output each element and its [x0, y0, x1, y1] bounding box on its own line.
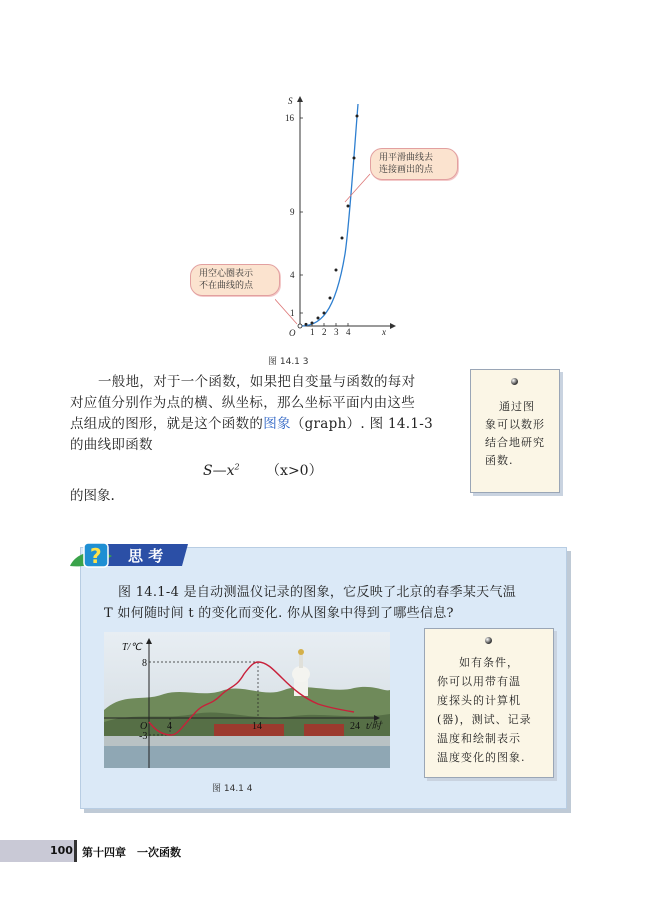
callout-line: 用平滑曲线去: [379, 153, 434, 163]
x-tick-label: 14: [252, 721, 262, 732]
y-tick-label: 16: [285, 113, 294, 123]
note-line: 结合地研究: [485, 436, 545, 449]
point: [305, 323, 308, 326]
page-number: 100: [50, 844, 73, 857]
point: [317, 317, 320, 320]
figure-caption: 图 14.1 4: [212, 784, 253, 794]
point: [353, 157, 356, 160]
parabola-curve: [300, 104, 358, 326]
plotted-points: [305, 115, 359, 326]
x-tick-label: 2: [322, 327, 327, 337]
temperature-axis-label: T/℃: [122, 642, 142, 653]
paragraph-text: 点组成的图形，就是这个函数的: [70, 416, 264, 432]
origin-label: O: [140, 721, 148, 732]
hollow-origin-point: [298, 324, 302, 328]
chapter-title: 第十四章 一次函数: [82, 846, 181, 859]
side-note: [470, 369, 560, 493]
question-line: T 如何随时间 t 的变化而变化. 你从图象中得到了哪些信息?: [104, 606, 454, 621]
formula: [203, 460, 323, 480]
time-axis-label: t/时: [366, 721, 382, 732]
point: [323, 312, 326, 315]
note-line: (器)，测试、记录: [437, 713, 532, 726]
temperature-graph-photo: [104, 632, 390, 768]
paragraph-line: 一般地，对于一个函数，如果把自变量与函数的每对: [98, 374, 416, 390]
note-line: 象可以数形: [485, 418, 545, 431]
pin-icon: [511, 378, 518, 385]
callout-line: 连接画出的点: [379, 165, 434, 175]
note-line: 如有条件，: [459, 656, 519, 669]
point: [329, 297, 332, 300]
y-tick-label: 4: [290, 270, 295, 280]
y-tick-label: -3: [139, 731, 148, 742]
x-tick-label: 4: [167, 721, 172, 732]
note-line: 通过图: [499, 400, 535, 413]
s-axis-arrow: [297, 96, 303, 102]
point: [356, 115, 359, 118]
glossary-term[interactable]: 图象: [263, 416, 291, 432]
think-question: [104, 582, 559, 624]
point: [341, 237, 344, 240]
x-axis-label: x: [382, 327, 386, 337]
point: [335, 269, 338, 272]
note-line: 你可以用带有温: [437, 675, 521, 688]
y-tick-label: 9: [290, 207, 295, 217]
think-title: 思 考: [128, 547, 164, 565]
formula-lhs: S—x: [203, 463, 235, 479]
x-tick-label: 3: [334, 327, 339, 337]
paragraph-line: 的曲线即函数: [70, 437, 153, 453]
note-line: 度探头的计算机: [437, 694, 521, 707]
note-line: 温度和绘制表示: [437, 732, 521, 745]
point: [347, 205, 350, 208]
lake-water: [104, 746, 390, 768]
paragraph-line: [70, 414, 460, 435]
footer-divider: [74, 840, 77, 862]
s-axis-label: S: [288, 96, 293, 106]
function-graph-figure: [275, 88, 405, 338]
formula-exponent: 2: [234, 462, 240, 472]
x-tick-label: 24: [350, 721, 360, 732]
x-tick-label: 4: [346, 327, 351, 337]
red-building: [304, 724, 344, 736]
paragraph-tail: 的图象.: [70, 488, 115, 504]
pin-icon: [485, 637, 492, 644]
callout-line: 用空心圈表示: [199, 269, 254, 279]
figure-caption: 图 14.1 3: [268, 357, 309, 367]
side-note: [424, 628, 554, 778]
paragraph-text: （graph）. 图 14.1-3: [290, 416, 433, 432]
question-line: 图 14.1-4 是自动测温仪记录的图象，它反映了北京的春季某天气温: [118, 585, 517, 600]
main-paragraph: [70, 372, 460, 456]
callout-pointer: [275, 288, 297, 324]
y-tick-label: 8: [142, 658, 147, 669]
x-axis-arrow: [390, 323, 396, 329]
x-tick-label: 1: [310, 327, 315, 337]
think-banner: [66, 540, 192, 570]
paragraph-line: 对应值分别作为点的横、纵坐标，那么坐标平面内由这些: [70, 395, 415, 411]
hollow-circle-callout: [190, 264, 280, 296]
callout-line: 不在曲线的点: [199, 281, 254, 291]
side-note-text: [485, 398, 551, 470]
origin-label: O: [289, 328, 296, 338]
smooth-curve-callout: [370, 148, 458, 180]
svg-text:?: ?: [90, 544, 102, 568]
callout-pointer: [345, 174, 370, 202]
red-building: [214, 724, 284, 736]
formula-condition: （x>0）: [266, 463, 323, 479]
note-line: 函数.: [485, 454, 514, 467]
side-note-text: [437, 653, 545, 767]
y-tick-label: 1: [290, 308, 295, 318]
note-line: 温度变化的图象.: [437, 751, 526, 764]
